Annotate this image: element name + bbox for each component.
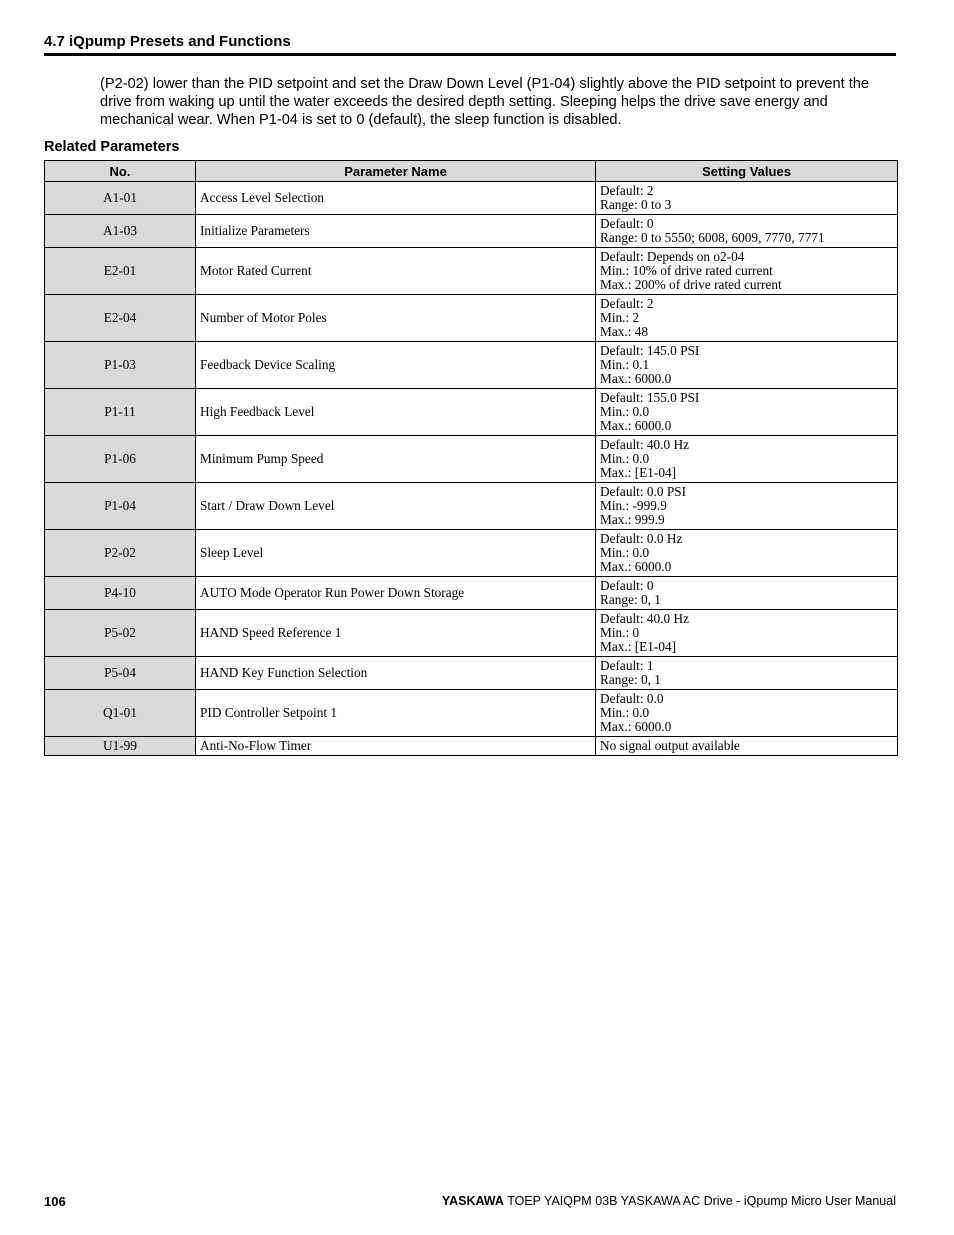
setting-value-line: Min.: 2 bbox=[600, 310, 640, 325]
setting-value-line: Range: 0, 1 bbox=[600, 672, 661, 687]
related-parameters-heading: Related Parameters bbox=[44, 139, 180, 155]
setting-value-line: Default: 1 bbox=[600, 658, 654, 673]
setting-value-line: Max.: 200% of drive rated current bbox=[600, 277, 782, 292]
setting-value-line: Range: 0 to 3 bbox=[600, 197, 672, 212]
setting-value-line: Default: 0 bbox=[600, 578, 654, 593]
setting-value-line: Default: Depends on o2-04 bbox=[600, 249, 745, 264]
setting-value-line: Min.: 0.0 bbox=[600, 705, 650, 720]
table-row bbox=[45, 657, 898, 690]
parameter-number: P1-11 bbox=[45, 389, 196, 436]
setting-value-line: Default: 2 bbox=[600, 183, 654, 198]
parameter-name: Motor Rated Current bbox=[196, 248, 596, 295]
parameter-name: Feedback Device Scaling bbox=[196, 342, 596, 389]
setting-value-line: Max.: [E1-04] bbox=[600, 639, 677, 654]
setting-values bbox=[596, 530, 898, 577]
intro-paragraph: (P2-02) lower than the PID setpoint and set the Draw Down Level (P1-04) slightly above the PID setpoint to prevent the drive from waking up until the water exceeds the desired depth setting. Sleeping helps the drive save energy and mechanical wear. When P1-04 is set to 0 (default), the sleep function is disabled. bbox=[100, 76, 870, 128]
setting-value-line: Default: 2 bbox=[600, 296, 654, 311]
parameter-name: AUTO Mode Operator Run Power Down Storage bbox=[196, 577, 596, 610]
setting-value-line: Default: 40.0 Hz bbox=[600, 611, 689, 626]
setting-value-line: Min.: 0.1 bbox=[600, 357, 650, 372]
parameter-number: E2-01 bbox=[45, 248, 196, 295]
setting-values bbox=[596, 389, 898, 436]
table-header-row bbox=[45, 161, 898, 182]
setting-value-line: Max.: 6000.0 bbox=[600, 418, 672, 433]
setting-value-line: Default: 40.0 Hz bbox=[600, 437, 689, 452]
setting-value-line: Max.: 6000.0 bbox=[600, 719, 672, 734]
setting-values bbox=[596, 342, 898, 389]
setting-value-line: Max.: 999.9 bbox=[600, 512, 665, 527]
setting-value-line: Min.: 0.0 bbox=[600, 451, 650, 466]
table-row bbox=[45, 182, 898, 215]
setting-value-line: Default: 0.0 Hz bbox=[600, 531, 683, 546]
setting-values bbox=[596, 215, 898, 248]
setting-value-line: Max.: [E1-04] bbox=[600, 465, 677, 480]
parameter-number: P4-10 bbox=[45, 577, 196, 610]
column-header-setting-values: Setting Values bbox=[596, 161, 898, 182]
table-row bbox=[45, 295, 898, 342]
setting-values bbox=[596, 657, 898, 690]
footer-manual-name: TOEP YAIQPM 03B YASKAWA AC Drive - iQpump Micro User Manual bbox=[507, 1194, 896, 1208]
table-row bbox=[45, 577, 898, 610]
setting-value-line: No signal output available bbox=[600, 738, 740, 753]
setting-value-line: Max.: 6000.0 bbox=[600, 559, 672, 574]
setting-value-line: Min.: 0.0 bbox=[600, 404, 650, 419]
setting-values bbox=[596, 610, 898, 657]
setting-value-line: Min.: 10% of drive rated current bbox=[600, 263, 773, 278]
setting-values bbox=[596, 690, 898, 737]
parameter-name: PID Controller Setpoint 1 bbox=[196, 690, 596, 737]
setting-value-line: Default: 145.0 PSI bbox=[600, 343, 700, 358]
table-row bbox=[45, 389, 898, 436]
column-header-parameter-name: Parameter Name bbox=[196, 161, 596, 182]
parameter-number: P2-02 bbox=[45, 530, 196, 577]
setting-value-line: Default: 0.0 PSI bbox=[600, 484, 687, 499]
parameter-name: Sleep Level bbox=[196, 530, 596, 577]
table-row bbox=[45, 436, 898, 483]
table-row bbox=[45, 690, 898, 737]
page-number: 106 bbox=[44, 1194, 66, 1209]
table-row bbox=[45, 215, 898, 248]
parameter-number: A1-03 bbox=[45, 215, 196, 248]
parameter-number: P5-02 bbox=[45, 610, 196, 657]
table-row bbox=[45, 610, 898, 657]
table-body bbox=[45, 182, 898, 756]
parameter-name: High Feedback Level bbox=[196, 389, 596, 436]
setting-value-line: Default: 0 bbox=[600, 216, 654, 231]
parameter-number: Q1-01 bbox=[45, 690, 196, 737]
setting-value-line: Default: 155.0 PSI bbox=[600, 390, 700, 405]
parameter-number: A1-01 bbox=[45, 182, 196, 215]
footer-manual-title bbox=[442, 1194, 896, 1208]
section-title: 4.7 iQpump Presets and Functions bbox=[44, 33, 896, 56]
parameter-name: HAND Key Function Selection bbox=[196, 657, 596, 690]
setting-value-line: Range: 0, 1 bbox=[600, 592, 661, 607]
setting-value-line: Min.: 0 bbox=[600, 625, 640, 640]
parameter-number: P1-06 bbox=[45, 436, 196, 483]
setting-value-line: Default: 0.0 bbox=[600, 691, 664, 706]
parameter-name: Initialize Parameters bbox=[196, 215, 596, 248]
setting-values bbox=[596, 577, 898, 610]
setting-value-line: Max.: 6000.0 bbox=[600, 371, 672, 386]
table-row bbox=[45, 530, 898, 577]
parameter-name: Start / Draw Down Level bbox=[196, 483, 596, 530]
setting-values bbox=[596, 182, 898, 215]
table-row bbox=[45, 483, 898, 530]
parameter-number: P5-04 bbox=[45, 657, 196, 690]
parameter-number: P1-04 bbox=[45, 483, 196, 530]
setting-value-line: Max.: 48 bbox=[600, 324, 649, 339]
setting-value-line: Min.: -999.9 bbox=[600, 498, 667, 513]
parameter-number: P1-03 bbox=[45, 342, 196, 389]
setting-values bbox=[596, 248, 898, 295]
table-row bbox=[45, 342, 898, 389]
setting-value-line: Min.: 0.0 bbox=[600, 545, 650, 560]
table-row bbox=[45, 248, 898, 295]
parameter-number: U1-99 bbox=[45, 737, 196, 756]
parameter-name: Number of Motor Poles bbox=[196, 295, 596, 342]
setting-values bbox=[596, 436, 898, 483]
parameter-number: E2-04 bbox=[45, 295, 196, 342]
parameter-name: Minimum Pump Speed bbox=[196, 436, 596, 483]
parameter-name: HAND Speed Reference 1 bbox=[196, 610, 596, 657]
setting-values bbox=[596, 483, 898, 530]
column-header-no: No. bbox=[45, 161, 196, 182]
table-row bbox=[45, 737, 898, 756]
parameter-name: Access Level Selection bbox=[196, 182, 596, 215]
setting-value-line: Range: 0 to 5550; 6008, 6009, 7770, 7771 bbox=[600, 230, 825, 245]
setting-values bbox=[596, 295, 898, 342]
footer-brand: YASKAWA bbox=[441, 1194, 504, 1208]
related-parameters-table bbox=[44, 160, 898, 756]
setting-values bbox=[596, 737, 898, 756]
parameter-name: Anti-No-Flow Timer bbox=[196, 737, 596, 756]
